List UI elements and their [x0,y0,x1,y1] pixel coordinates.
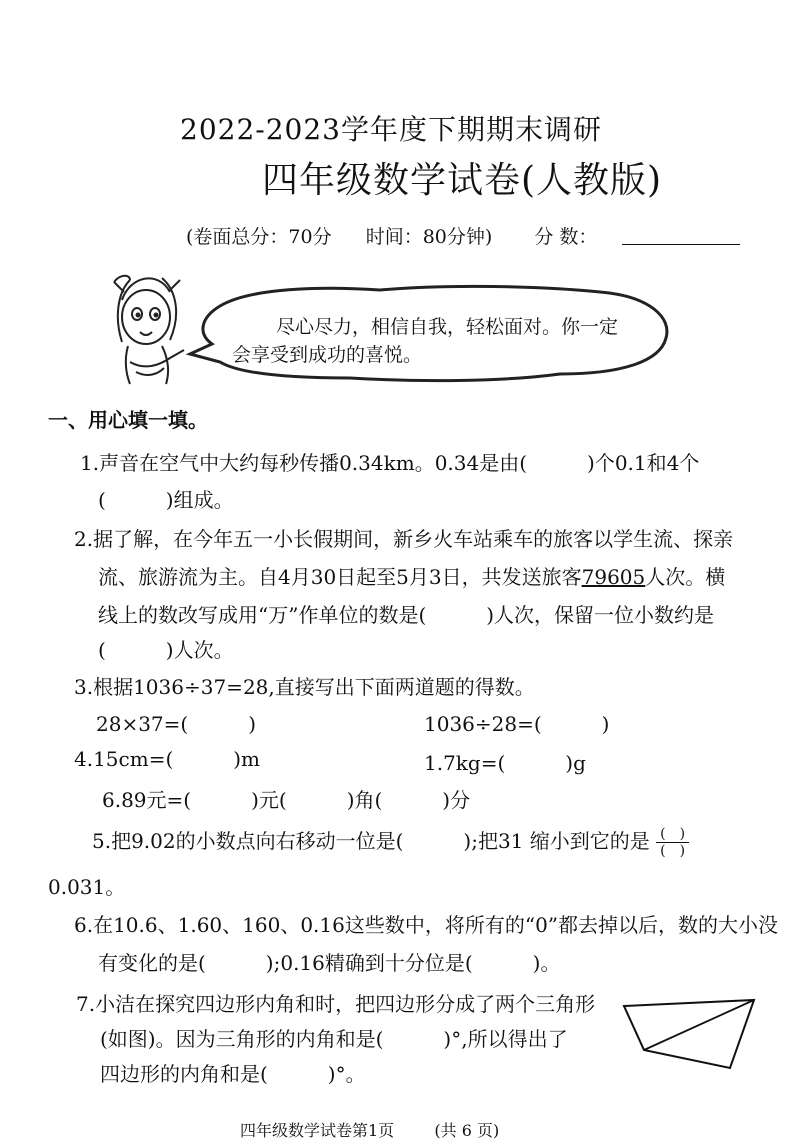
footer [240,1118,499,1141]
q1-line2: ( )组成。 [98,488,234,512]
q3-b: 1036÷28=( ) [424,712,610,736]
q5-line1 [92,826,689,859]
q2-underlined-number: 79605 [581,565,646,589]
footer-total: (共 6 页) [434,1121,500,1140]
q3-line1: 3.根据1036÷37=28,直接写出下面两道题的得数。 [74,675,535,699]
q5-fraction [656,826,689,859]
q5-line2: 0.031。 [48,875,126,899]
q4-c: 6.89元=( )元( )角( )分 [102,788,471,812]
q2-line2 [98,564,725,590]
score-blank[interactable] [622,244,740,245]
motto-line2: 会享受到成功的喜悦。 [232,344,423,366]
title-line2: 四年级数学试卷(人教版) [262,160,663,201]
q5-fraction-bottom: ( ) [660,843,686,859]
exam-time: 时间：80分钟) [365,226,493,248]
q5-fraction-top: ( ) [656,826,689,843]
exam-meta [186,222,597,249]
q4-b: 1.7kg=( )g [424,751,586,775]
q6-line2: 有变化的是( );0.16精确到十分位是( )。 [98,951,561,975]
q2-line1: 2.据了解，在今年五一小长假期间，新乡火车站乘车的旅客以学生流、探亲 [74,527,734,551]
quadrilateral-diagram [618,994,764,1076]
section-title: 一、用心填一填。 [48,408,208,432]
footer-page: 四年级数学试卷第1页 [240,1121,395,1140]
q2-line2-b: 人次。横 [645,565,726,589]
total-score: (卷面总分：70分 [186,226,332,248]
q7-line2: (如图)。因为三角形的内角和是( )°,所以得出了 [100,1027,568,1051]
q2-line3: 线上的数改写成用“万”作单位的数是( )人次，保留一位小数约是 [98,603,715,627]
q1-line1: 1.声音在空气中大约每秒传播0.34km。0.34是由( )个0.1和4个 [80,451,700,475]
score-label: 分 数： [534,226,598,248]
motto-line1: 尽心尽力，相信自我，轻松面对。你一定 [276,316,619,338]
q3-a: 28×37=( ) [96,712,257,736]
q7-line3: 四边形的内角和是( )°。 [100,1062,366,1086]
q4-a: 4.15cm=( )m [74,747,261,771]
q5-text: 5.把9.02的小数点向右移动一位是( );把31 缩小到它的是 [92,829,650,853]
q6-line1: 6.在10.6、1.60、160、0.16这些数中，将所有的“0”都去掉以后，数的大小没 [74,913,779,937]
q7-line1: 7.小洁在探究四边形内角和时，把四边形分成了两个三角形 [76,992,596,1016]
q2-line4: ( )人次。 [98,638,234,662]
title-line1: 2022-2023学年度下期期末调研 [180,113,602,146]
q2-line2-a: 流、旅游流为主。自4月30日起至5月3日，共发送旅客 [98,565,582,589]
